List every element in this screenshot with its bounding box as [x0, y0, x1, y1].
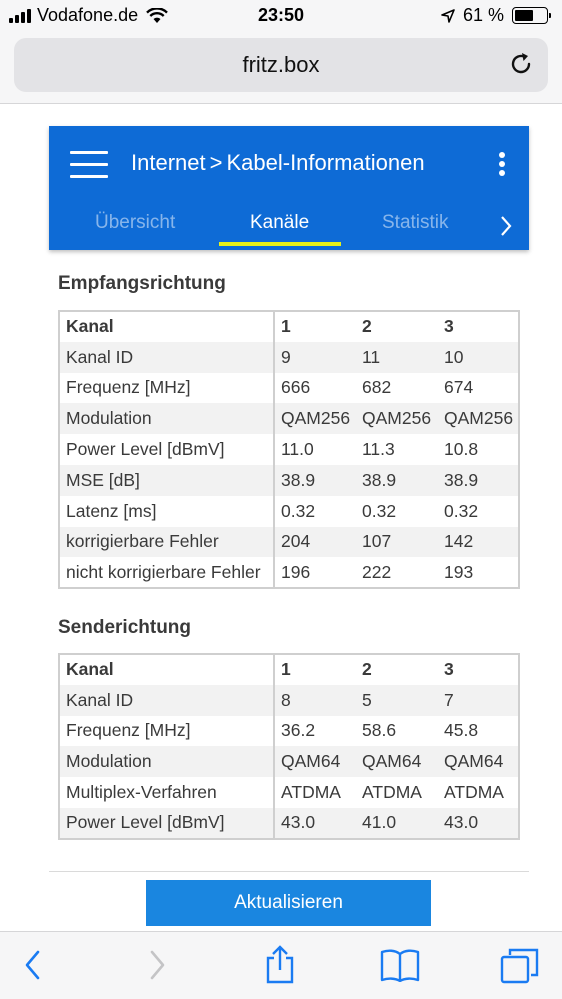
table-row — [59, 777, 519, 808]
downstream-title: Empfangsrichtung — [58, 273, 226, 294]
table-cell: QAM64 — [356, 746, 438, 777]
table-row — [59, 403, 519, 434]
tab-statistik[interactable]: Statistik — [382, 212, 449, 233]
table-cell: 38.9 — [274, 465, 356, 496]
table-cell: 36.2 — [281, 720, 316, 741]
status-right — [441, 5, 548, 26]
table-cell: 11.3 — [362, 439, 395, 460]
chevron-right-icon[interactable] — [499, 214, 513, 238]
table-cell: 58.6 — [362, 720, 397, 741]
table-cell: ATDMA — [444, 782, 504, 803]
table-row — [59, 527, 519, 558]
column-header-label: Kanal — [59, 654, 274, 685]
clock: 23:50 — [257, 5, 305, 25]
page-header — [49, 126, 529, 250]
table-cell: 9 — [274, 342, 356, 373]
table-row — [59, 373, 519, 404]
row-label: Modulation — [59, 746, 274, 777]
table-row — [59, 716, 519, 747]
breadcrumb-section[interactable]: Internet — [131, 150, 206, 175]
table-cell: 38.9 — [438, 465, 519, 496]
table-cell: 11.0 — [281, 439, 314, 460]
table-cell: 682 — [362, 377, 392, 398]
table-cell: 43.0 — [274, 808, 356, 839]
table-cell: 41.0 — [356, 808, 438, 839]
row-label: korrigierbare Fehler — [59, 527, 274, 558]
table-cell: 196 — [281, 561, 311, 582]
table-cell: 666 — [281, 377, 311, 398]
table-cell: QAM64 — [274, 746, 356, 777]
table-cell: 0.32 — [444, 500, 479, 521]
table-row — [59, 465, 519, 496]
row-label: Power Level [dBmV] — [59, 434, 274, 465]
row-label: Power Level [dBmV] — [59, 808, 274, 839]
column-header-channel: 3 — [444, 659, 454, 680]
table-cell: 0.32 — [362, 500, 397, 521]
url-text[interactable]: fritz.box — [242, 52, 320, 77]
table-cell: 10 — [438, 342, 519, 373]
column-header-channel: 1 — [281, 659, 291, 680]
table-cell: ATDMA — [281, 782, 341, 803]
tab-bar — [49, 206, 529, 250]
upstream-title: Senderichtung — [58, 617, 192, 638]
column-header-channel: 2 — [362, 316, 372, 337]
browser-address-area — [0, 32, 562, 104]
table-cell: 142 — [438, 527, 519, 558]
table-cell: 222 — [362, 561, 392, 582]
refresh-button[interactable]: Aktualisieren — [146, 880, 431, 926]
table-cell: 193 — [444, 561, 474, 582]
table-header-row — [59, 311, 519, 342]
column-header-channel: 2 — [362, 659, 372, 680]
row-label: Kanal ID — [59, 342, 274, 373]
row-label: Frequenz [MHz] — [59, 373, 274, 404]
table-cell: 107 — [356, 527, 438, 558]
table-row — [59, 557, 519, 588]
active-tab-indicator — [219, 242, 341, 246]
table-cell: ATDMA — [362, 782, 422, 803]
table-cell: 43.0 — [438, 808, 519, 839]
battery-icon — [512, 7, 548, 24]
share-icon[interactable] — [263, 944, 297, 984]
table-cell: 0.32 — [281, 500, 316, 521]
table-cell: QAM256 — [356, 403, 438, 434]
table-row — [59, 746, 519, 777]
row-label: Latenz [ms] — [59, 496, 274, 527]
status-bar — [0, 0, 562, 32]
row-label: Frequenz [MHz] — [59, 716, 274, 747]
row-label: Multiplex-Verfahren — [59, 777, 274, 808]
tabs-icon[interactable] — [500, 946, 540, 984]
reload-icon[interactable] — [508, 51, 534, 77]
table-cell: 8 — [274, 685, 356, 716]
forward-icon[interactable] — [146, 948, 168, 982]
bookmarks-icon[interactable] — [380, 948, 420, 982]
browser-toolbar — [0, 931, 562, 999]
table-cell: 7 — [438, 685, 519, 716]
back-icon[interactable] — [22, 948, 44, 982]
table-cell: 10.8 — [444, 439, 479, 460]
divider — [49, 871, 529, 872]
battery-percent: 61 % — [462, 5, 504, 25]
row-label: nicht korrigierbare Fehler — [59, 557, 274, 588]
table-cell: 45.8 — [444, 720, 479, 741]
location-arrow-icon — [441, 9, 455, 23]
table-cell: QAM256 — [438, 403, 519, 434]
column-header-label: Kanal — [59, 311, 274, 342]
table-row — [59, 342, 519, 373]
table-row — [59, 434, 519, 465]
breadcrumb-page: Kabel-Informationen — [226, 150, 425, 175]
table-cell: 204 — [274, 527, 356, 558]
table-row — [59, 685, 519, 716]
tab-kanaele[interactable]: Kanäle — [250, 212, 310, 233]
more-options-icon[interactable] — [499, 152, 507, 179]
column-header-channel: 1 — [281, 316, 291, 337]
row-label: Kanal ID — [59, 685, 274, 716]
row-label: Modulation — [59, 403, 274, 434]
table-cell: 674 — [444, 377, 474, 398]
downstream-table — [58, 310, 520, 589]
breadcrumb — [131, 150, 425, 176]
table-header-row — [59, 654, 519, 685]
table-row — [59, 808, 519, 839]
address-bar[interactable] — [14, 38, 548, 92]
column-header-channel: 3 — [444, 316, 454, 337]
table-row — [59, 496, 519, 527]
row-label: MSE [dB] — [59, 465, 274, 496]
upstream-table — [58, 653, 520, 840]
carrier-name: Vodafone.de — [37, 5, 139, 25]
table-cell: 11 — [356, 342, 438, 373]
table-cell: QAM64 — [438, 746, 519, 777]
breadcrumb-separator: > — [209, 150, 223, 175]
table-cell: 5 — [356, 685, 438, 716]
table-cell: QAM256 — [274, 403, 356, 434]
menu-icon[interactable] — [70, 151, 108, 178]
table-cell: 38.9 — [356, 465, 438, 496]
tab-uebersicht[interactable]: Übersicht — [95, 212, 176, 233]
battery-fill — [515, 10, 533, 21]
